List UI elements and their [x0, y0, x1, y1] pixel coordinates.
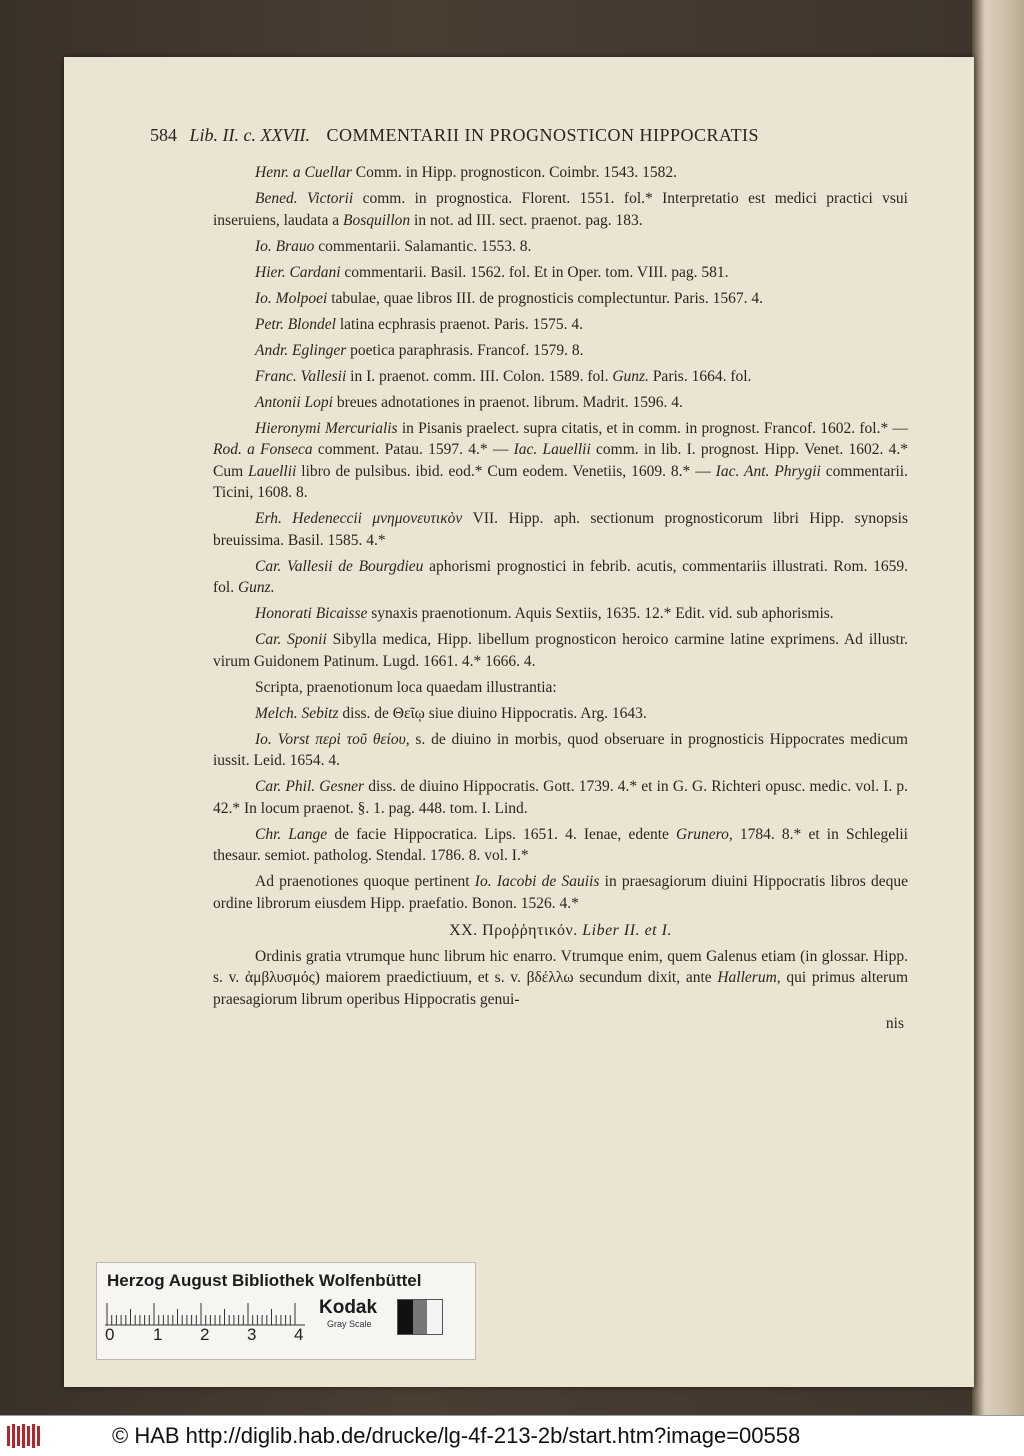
book-reference: Lib. II. c. XXVII. [189, 125, 310, 145]
entry-author: Bened. Victorii [255, 190, 354, 207]
bibliography-entry [213, 162, 908, 184]
entry-text: in Pisanis praelect. supra citatis, et in comm. in prognost. Francof. 1602. fol.* — [397, 419, 908, 437]
entry-text: commentarii. Basil. 1562. fol. Et in Oper. tom. VIII. pag. 581. [340, 263, 729, 281]
entry-author: Petr. Blondel [255, 315, 336, 333]
gray-patch [413, 1300, 428, 1334]
entry-author: Iac. Ant. Phrygii [715, 462, 821, 480]
closing-text-1: Ordinis gratia vtrumque hunc librum hic enarro. Vtrumque enim, quem Galenus etiam (in glossar. Hipp. s. v. ἀμβλυσμός) maiorem praedictiuum, et s. v. βδέλλω secundum dixit, ante [213, 947, 908, 986]
ruler-number: 2 [200, 1325, 210, 1344]
entry-author: Andr. Eglinger [255, 341, 347, 359]
gray-patch [427, 1300, 442, 1334]
entry-text: comm. in prognostica. Florent. 1551. fol.* Interpretatio est medici practici vsui inseruiens, laudata a [213, 190, 908, 229]
entry-text: synaxis praenotionum. Aquis Sextiis, 1635. 12.* Edit. vid. sub aphorismis. [367, 605, 834, 622]
bibliography-entry [213, 236, 908, 258]
entry-author: Grunero, [676, 825, 733, 843]
library-label-card [96, 1262, 476, 1360]
catchword: nis [885, 1014, 904, 1032]
entry-author: Rod. a Fonseca [213, 441, 313, 458]
entry-text: in praesagiorum diuini Hippocratis libros deque ordine librorum eiusdem Hipp. praefatio. Bonon. 1526. 4.* [213, 873, 909, 912]
entry-author: Franc. Vallesii [255, 367, 347, 385]
entry-author: Henr. a Cuellar [255, 164, 352, 181]
entry-author: Io. Iacobi de Sauiis [474, 873, 600, 890]
bibliography-list [213, 162, 908, 914]
bibliography-entry [213, 603, 908, 625]
entry-text: 1784. 8.* et in Schlegelii thesaur. semiot. patholog. Stendal. 1786. 8. vol. I.* [213, 825, 908, 864]
entry-text: tabulae, quae libros III. de prognosticis complectuntur. Paris. 1567. 4. [327, 289, 763, 307]
entry-author: Car. Phil. Gesner [255, 778, 365, 795]
section-greek-title: Προῤῥητικόν. [482, 922, 578, 939]
entry-author: Io. Brauo [255, 237, 315, 255]
entry-author: Antonii Lopi [255, 393, 333, 411]
entry-text: Scripta, praenotionum loca quaedam illustrantia: [255, 678, 557, 696]
entry-text: latina ecphrasis praenot. Paris. 1575. 4. [335, 315, 584, 333]
entry-author: Hier. Cardani [255, 263, 341, 281]
page-number: 584 [150, 125, 177, 145]
entry-text: commentarii. Salamantic. 1553. 8. [314, 237, 532, 255]
entry-text: comm. in lib. I. prognost. Hipp. Venet. 1602. 4.* Cum [213, 441, 908, 480]
closing-paragraph [213, 946, 908, 1011]
ruler-number: 3 [247, 1325, 257, 1344]
page-body [213, 162, 908, 1034]
entry-text: diss. de Θεῖῳ siue diuino Hippocratis. Arg. 1643. [338, 704, 647, 722]
section-heading [213, 920, 908, 942]
entry-text: diss. de diuino Hippocratis. Gott. 1739. 4.* et in G. G. Richteri opusc. medic. vol. I. p. 42.* In locum praenot. §. 1. pag. 448. tom. I. Lind. [213, 778, 909, 817]
entry-author: Bosquillon [342, 211, 411, 229]
entry-author: Car. Sponii [255, 631, 327, 648]
entry-text: in not. ad III. sect. praenot. pag. 183. [410, 211, 643, 229]
bibliography-entry [213, 262, 908, 284]
entry-text: comment. Patau. 1597. 4.* — [312, 441, 514, 458]
entry-text: in I. praenot. comm. III. Colon. 1589. fol. [346, 367, 613, 385]
bibliography-entry [213, 392, 908, 414]
measurement-ruler [105, 1297, 305, 1327]
copyright-url[interactable]: © HAB http://diglib.hab.de/drucke/lg-4f-213-2b/start.htm?image=00558 [112, 1423, 801, 1448]
closing-author: Hallerum, [717, 969, 781, 986]
adjacent-page-edge [972, 0, 1024, 1415]
bibliography-entry [213, 556, 908, 599]
entry-author: Chr. Lange [255, 825, 328, 843]
running-title: COMMENTARII IN PROGNOSTICON HIPPOCRATIS [326, 125, 760, 145]
entry-text: Paris. 1664. fol. [648, 367, 752, 385]
entry-text: breues adnotationes in praenot. librum. Madrit. 1596. 4. [332, 393, 683, 411]
entry-author: Io. Molpoei [255, 289, 328, 307]
bibliography-entry [213, 314, 908, 336]
footer-bar [0, 1415, 1024, 1456]
library-name: Herzog August Bibliothek Wolfenbüttel [107, 1271, 422, 1290]
bibliography-entry [213, 340, 908, 362]
ruler-numbers [105, 1325, 315, 1349]
entry-text: s. de diuino in morbis, quod obseruare in prognosticis Hippocrates medicum iussit. Leid. 1654. 4. [213, 730, 908, 769]
entry-text: VII. Hipp. aph. sectionum prognosticorum libri Hipp. synopsis breuissima. Basil. 1585. 4.* [213, 510, 908, 549]
entry-author: Erh. Hedeneccii μνημονευτικὸν [255, 510, 463, 527]
gray-patch [398, 1300, 413, 1334]
gray-scale-label: Gray Scale [327, 1319, 372, 1329]
entry-text: Comm. in Hipp. prognosticon. Coimbr. 1543. 1582. [351, 164, 677, 181]
entry-author: Gunz. [612, 367, 649, 385]
entry-author: Io. Vorst περὶ τοῦ θείου, [255, 730, 410, 748]
entry-text: Sibylla medica, Hipp. libellum prognosticon heroico carmine latine exprimens. Ad illustr. virum Guidonem Patinum. Lugd. 1661. 4.* 1666. 4. [213, 631, 909, 670]
bibliography-entry [213, 824, 908, 867]
bibliography-entry [213, 288, 908, 310]
bibliography-entry [213, 703, 908, 725]
section-number: XX. [449, 922, 478, 939]
ruler-number: 1 [153, 1325, 163, 1344]
entry-author: Lauellii [248, 462, 297, 480]
entry-author: Car. Vallesii de Bourgdieu [255, 557, 424, 575]
bibliography-entry [213, 508, 908, 551]
bibliography-entry [213, 677, 908, 699]
entry-author: Honorati Bicaisse [255, 605, 368, 622]
entry-author: Iac. Lauellii [513, 441, 591, 458]
ruler-number: 4 [294, 1325, 304, 1344]
bibliography-entry [213, 418, 908, 504]
bibliography-entry [213, 188, 908, 231]
entry-text: Ad praenotiones quoque pertinent [255, 873, 475, 890]
entry-text: libro de pulsibus. ibid. eod.* Cum eodem. Venetiis, 1609. 8.* — [296, 462, 716, 480]
running-header [150, 125, 870, 151]
bibliography-entry [213, 629, 908, 672]
section-subtitle: Liber II. et I. [582, 922, 672, 939]
bibliography-entry [213, 776, 908, 819]
bibliography-entry [213, 366, 908, 388]
entry-author: Hieronymi Mercurialis [255, 419, 398, 437]
hab-logo-icon [6, 1422, 44, 1450]
entry-text: de facie Hippocratica. Lips. 1651. 4. Ienae, edente [327, 825, 677, 843]
entry-author: Gunz. [237, 579, 275, 596]
entry-text: aphorismi prognostici in febrib. acutis, commentariis illustrati. Rom. 1659. fol. [213, 557, 908, 596]
entry-author: Melch. Sebitz [255, 704, 339, 722]
bibliography-entry [213, 871, 908, 914]
entry-text: commentarii. Ticini, 1608. 8. [213, 462, 908, 501]
bibliography-entry [213, 729, 908, 772]
ruler-number: 0 [105, 1325, 115, 1344]
kodak-logo: Kodak [319, 1297, 378, 1318]
closing-text-2: qui primus alterum praesagiorum librum operibus Hippocratis genui- [213, 969, 908, 1008]
gray-scale-patches [397, 1299, 443, 1335]
entry-text: poetica paraphrasis. Francof. 1579. 8. [346, 341, 584, 359]
